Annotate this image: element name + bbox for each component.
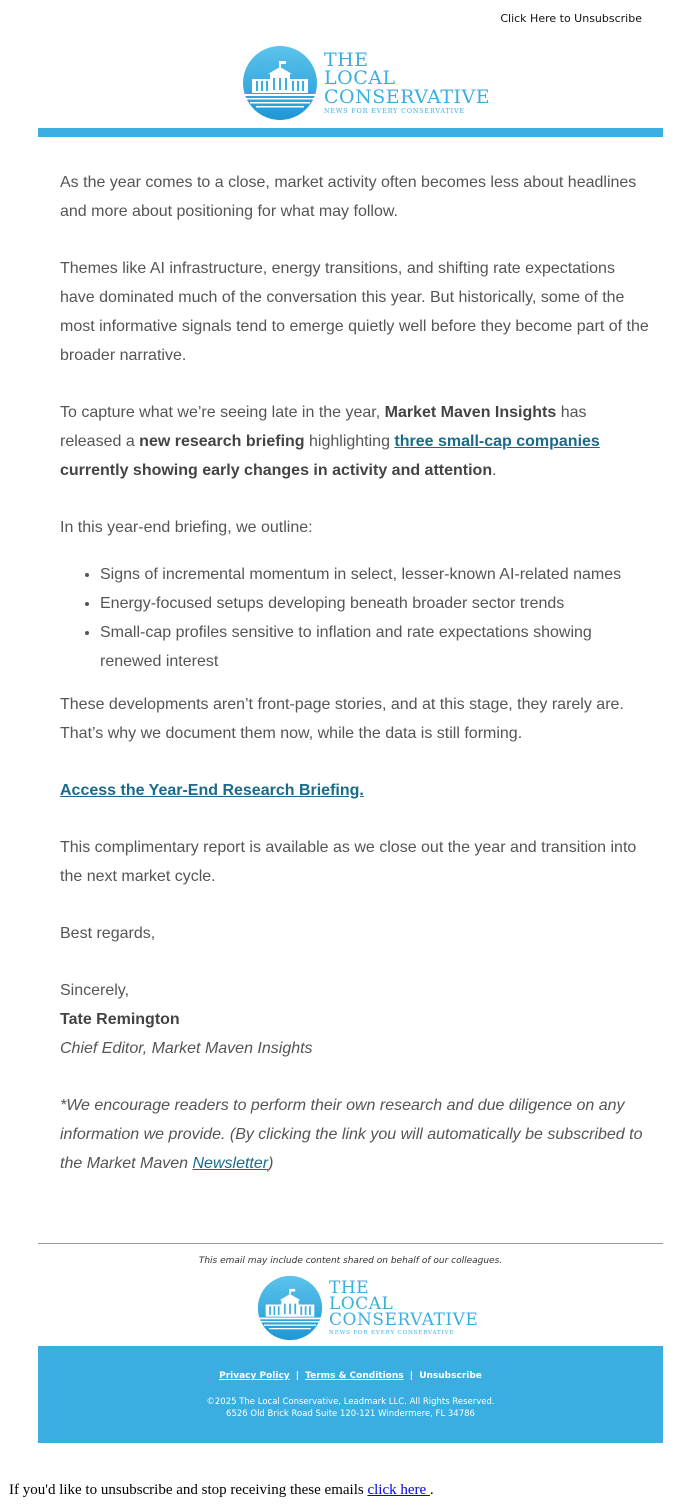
link-separator: | bbox=[295, 1371, 300, 1381]
text-span: has released a bbox=[60, 404, 587, 450]
email-body bbox=[60, 168, 650, 1206]
logo-line-the: THE bbox=[329, 1277, 370, 1298]
logo-line-local: LOCAL bbox=[324, 67, 396, 90]
text-span: highlighting bbox=[304, 433, 395, 450]
logo-tagline: NEWS FOR EVERY CONSERVATIVE bbox=[329, 1330, 455, 1337]
bold-phrase: currently showing early changes in activity and attention bbox=[60, 462, 493, 479]
paragraph-developments: These developments aren’t front-page stories, and at this stage, they rarely are. That’s why we document them now, while the data is still forming. bbox=[60, 696, 624, 742]
logo-line-local: LOCAL bbox=[329, 1293, 394, 1314]
link-separator: | bbox=[409, 1371, 414, 1381]
cta-paragraph bbox=[60, 776, 650, 805]
paragraph-complimentary: This complimentary report is available as we close out the year and transition into the next market cycle. bbox=[60, 839, 637, 885]
list-item: • Signs of incremental momentum in select, lesser-known AI-related names bbox=[100, 560, 650, 589]
text-span: If you'd like to unsubscribe and stop receiving these emails bbox=[9, 1482, 368, 1498]
small-cap-companies-link[interactable]: three small-cap companies bbox=[394, 433, 600, 450]
shared-content-note: This email may include content shared on behalf of our colleagues. bbox=[198, 1256, 503, 1266]
logo-tagline: NEWS FOR EVERY CONSERVATIVE bbox=[324, 107, 465, 115]
paragraph-outline: In this year-end briefing, we outline: bbox=[60, 519, 313, 536]
logo-line-conservative: CONSERVATIVE bbox=[324, 85, 491, 108]
footer-logo[interactable] bbox=[257, 1275, 478, 1341]
regards-line: Best regards, bbox=[60, 925, 156, 942]
text-span: To capture what we’re seeing late in the year, bbox=[60, 404, 385, 421]
sincerely-line: Sincerely, bbox=[60, 982, 130, 999]
disclaimer bbox=[60, 1091, 650, 1178]
access-briefing-link[interactable]: Access the Year-End Research Briefing. bbox=[60, 782, 364, 799]
brand-name: Market Maven Insights bbox=[384, 404, 557, 421]
list-item: • Energy-focused setups developing beneath broader sector trends bbox=[100, 589, 650, 618]
text-span: *We encourage readers to perform their own research and due diligence on any information we provide. (By clicking the link you will automatically be subscribed to the Market Maven bbox=[60, 1097, 643, 1172]
unsubscribe-footer-link[interactable]: Unsubscribe bbox=[419, 1371, 482, 1381]
text-span: . bbox=[492, 462, 497, 479]
logo-line-conservative: CONSERVATIVE bbox=[329, 1309, 479, 1330]
header-divider-bar bbox=[38, 128, 663, 137]
signer-name: Tate Remington bbox=[60, 1011, 180, 1028]
click-here-link[interactable]: click here bbox=[367, 1482, 430, 1498]
paragraph-briefing bbox=[60, 398, 650, 485]
bold-phrase: new research briefing bbox=[139, 433, 305, 450]
capitol-building-icon bbox=[257, 1275, 323, 1341]
list-item: • Small-cap profiles sensitive to inflation and rate expectations showing renewed interest bbox=[100, 618, 650, 676]
footer-divider bbox=[38, 1243, 663, 1244]
address: 6526 Old Brick Road Suite 120-121 Windermere, FL 34786 bbox=[226, 1409, 475, 1419]
terms-link[interactable]: Terms & Conditions bbox=[305, 1371, 404, 1381]
logo-line-the: THE bbox=[324, 49, 369, 72]
bottom-unsubscribe-line bbox=[9, 1482, 434, 1499]
signer-title: Chief Editor, Market Maven Insights bbox=[60, 1040, 313, 1057]
signature-block bbox=[60, 976, 650, 1063]
unsubscribe-top-link[interactable]: Click Here to Unsubscribe bbox=[500, 12, 642, 25]
paragraph-intro: As the year comes to a close, market activity often becomes less about headlines and more about positioning for what may follow. bbox=[60, 174, 637, 220]
paragraph-themes: Themes like AI infrastructure, energy transitions, and shifting rate expectations have dominated much of the conversation this year. But historically, some of the most informative signals tend to emerge quietly well before they become part of the broader narrative. bbox=[60, 260, 649, 364]
privacy-policy-link[interactable]: Privacy Policy bbox=[219, 1371, 290, 1381]
header-logo[interactable] bbox=[242, 45, 490, 121]
capitol-building-icon bbox=[242, 45, 318, 121]
copyright: ©2025 The Local Conservative, Leadmark LLC. All Rights Reserved. bbox=[206, 1397, 495, 1407]
text-span: . bbox=[429, 1482, 434, 1498]
newsletter-link[interactable]: Newsletter bbox=[192, 1155, 269, 1172]
footer-panel bbox=[38, 1346, 663, 1443]
briefing-list bbox=[60, 560, 650, 676]
footer-links bbox=[38, 1371, 663, 1381]
text-span: ) bbox=[268, 1155, 274, 1172]
